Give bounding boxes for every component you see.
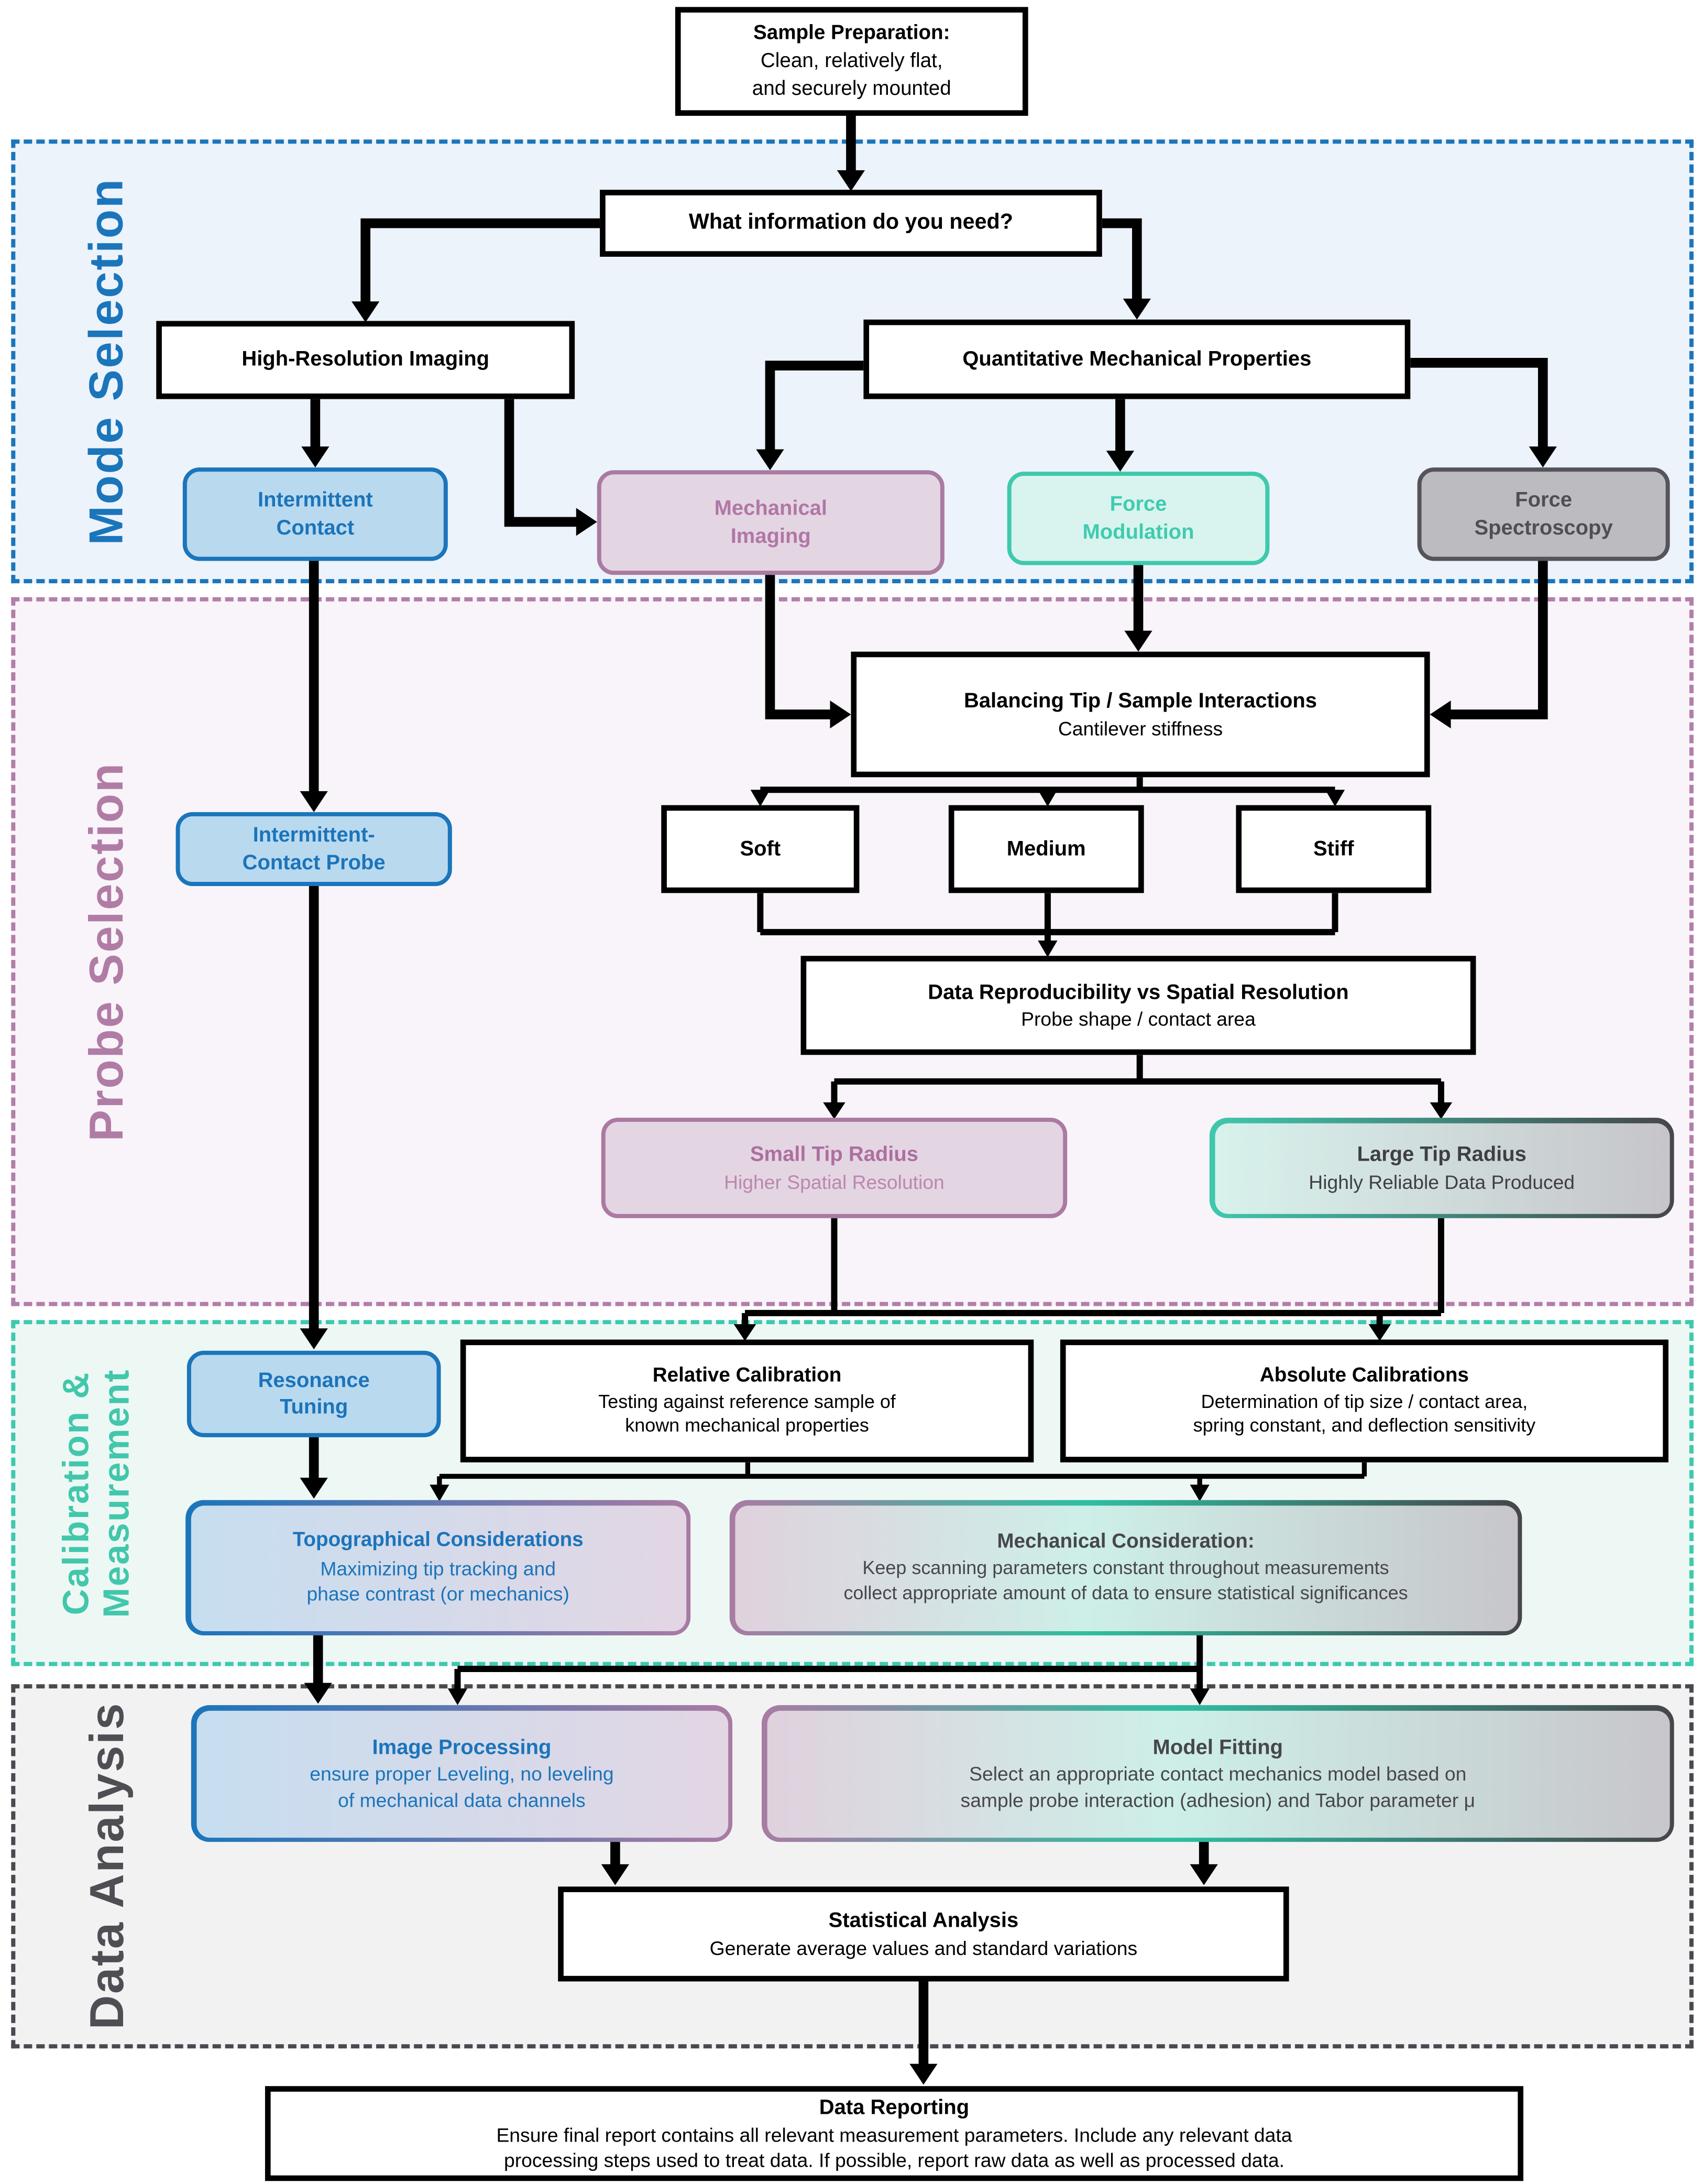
statistical-analysis-box: Statistical Analysis Generate average values and standard variations (558, 1886, 1289, 1981)
intermittent-contact-box: Intermittent Contact (183, 467, 448, 561)
topographical-considerations-box: Topographical Considerations Maximizing tip tracking and phase contrast (or mechanics) (185, 1500, 690, 1635)
relative-calibration-box: Relative Calibration Testing against reference sample of known mechanical properties (460, 1339, 1034, 1462)
data-analysis-label: Data Analysis (81, 1702, 134, 2030)
medium-box: Medium (949, 805, 1144, 893)
absolute-calibrations-box: Absolute Calibrations Determination of tip size / contact area, spring constant, and deflection sensitivity (1060, 1339, 1668, 1462)
sample-preparation-box (675, 7, 1028, 116)
large-tip-radius-box: Large Tip Radius Highly Reliable Data Produced (1210, 1118, 1674, 1218)
sample-preparation-line2: Clean, relatively flat, (760, 50, 943, 73)
small-tip-radius-box: Small Tip Radius Higher Spatial Resolution (601, 1118, 1067, 1218)
calibration-measurement-label: Calibration & Measurement (54, 1368, 137, 1618)
quantitative-mechanical-properties-box: Quantitative Mechanical Properties (863, 320, 1410, 399)
data-reproducibility-box: Data Reproducibility vs Spatial Resolution Probe shape / contact area (801, 956, 1476, 1055)
stiff-box: Stiff (1236, 805, 1431, 893)
image-processing-box: Image Processing ensure proper Leveling, no leveling of mechanical data channels (191, 1705, 732, 1842)
mechanical-consideration-box: Mechanical Consideration: Keep scanning parameters constant throughout measurements collect appropriate amount of data to ensure statistical significances (730, 1500, 1522, 1635)
force-spectroscopy-box: Force Spectroscopy (1418, 467, 1670, 561)
question-box: What information do you need? (600, 190, 1102, 257)
model-fitting-box: Model Fitting Select an appropriate contact mechanics model based on sample probe interaction (adhesion) and Tabor parameter μ (762, 1705, 1674, 1842)
force-modulation-box: Force Modulation (1007, 472, 1270, 565)
sample-preparation-title: Sample Preparation: (753, 21, 950, 45)
mode-selection-label: Mode Selection (81, 178, 134, 545)
soft-box: Soft (661, 805, 859, 893)
balancing-interactions-box: Balancing Tip / Sample Interactions Cantilever stiffness (851, 652, 1430, 778)
intermittent-contact-probe-box: Intermittent- Contact Probe (176, 812, 452, 886)
sample-preparation-line3: and securely mounted (752, 78, 951, 101)
data-reporting-box: Data Reporting Ensure final report contains all relevant measurement parameters. Include any relevant data processing steps used to treat data. If possible, report raw data as well as processed data. (265, 2086, 1523, 2181)
probe-selection-label: Probe Selection (81, 762, 134, 1142)
resonance-tuning-box: Resonance Tuning (187, 1351, 441, 1437)
high-resolution-imaging-box: High-Resolution Imaging (156, 321, 575, 399)
mechanical-imaging-box: Mechanical Imaging (597, 470, 945, 575)
